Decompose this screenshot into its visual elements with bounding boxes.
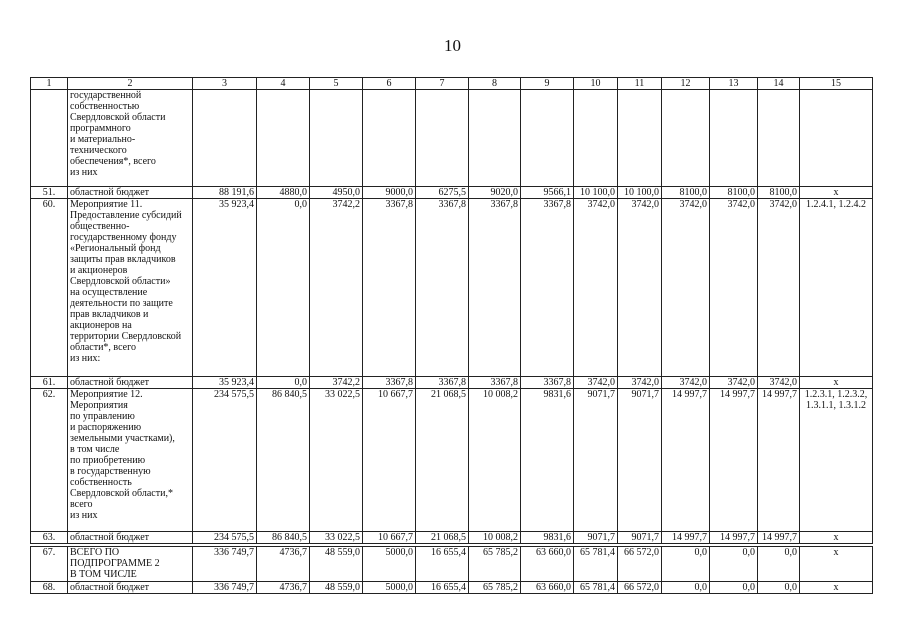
value-cell: 336 749,7 [193, 582, 257, 594]
value-cell: 65 781,4 [574, 582, 618, 594]
target-ref-cell: x [800, 582, 873, 594]
value-cell [469, 90, 521, 187]
column-number: 4 [257, 78, 310, 90]
value-cell [662, 90, 710, 187]
value-cell: 0,0 [662, 547, 710, 582]
table-row [31, 187, 873, 199]
value-cell: 10 008,2 [469, 389, 521, 532]
column-number-row [31, 78, 873, 90]
value-cell: 48 559,0 [310, 547, 363, 582]
value-cell: 8100,0 [662, 187, 710, 199]
value-cell: 8100,0 [710, 187, 758, 199]
column-number: 10 [574, 78, 618, 90]
value-cell: 3742,0 [710, 377, 758, 389]
value-cell: 3742,2 [310, 199, 363, 377]
item-name-cell: ВСЕГО ПО ПОДПРОГРАММЕ 2 В ТОМ ЧИСЛЕ [68, 547, 193, 582]
value-cell: 9071,7 [618, 532, 662, 544]
value-cell [758, 90, 800, 187]
value-cell: 9831,6 [521, 389, 574, 532]
value-cell: 234 575,5 [193, 532, 257, 544]
column-number: 13 [710, 78, 758, 90]
value-cell: 0,0 [710, 582, 758, 594]
value-cell: 4736,7 [257, 547, 310, 582]
target-ref-cell: x [800, 532, 873, 544]
value-cell: 3742,0 [758, 377, 800, 389]
value-cell: 66 572,0 [618, 547, 662, 582]
table-row [31, 582, 873, 594]
value-cell [257, 90, 310, 187]
row-number-cell: 68. [31, 582, 68, 594]
value-cell: 14 997,7 [758, 532, 800, 544]
value-cell [416, 90, 469, 187]
value-cell: 14 997,7 [710, 532, 758, 544]
value-cell: 0,0 [662, 582, 710, 594]
value-cell: 3742,2 [310, 377, 363, 389]
value-cell: 35 923,4 [193, 199, 257, 377]
value-cell: 5000,0 [363, 582, 416, 594]
value-cell: 6275,5 [416, 187, 469, 199]
value-cell: 9566,1 [521, 187, 574, 199]
value-cell: 9071,7 [574, 532, 618, 544]
value-cell: 4736,7 [257, 582, 310, 594]
value-cell: 14 997,7 [662, 532, 710, 544]
column-number: 6 [363, 78, 416, 90]
value-cell: 66 572,0 [618, 582, 662, 594]
column-number: 9 [521, 78, 574, 90]
value-cell: 0,0 [257, 377, 310, 389]
value-cell: 3367,8 [363, 199, 416, 377]
item-name-cell: областной бюджет [68, 532, 193, 544]
value-cell: 9000,0 [363, 187, 416, 199]
row-number-cell: 61. [31, 377, 68, 389]
column-number: 1 [31, 78, 68, 90]
item-name-cell: государственной собственностью Свердловской области программного и материально- технического обеспечения*, всего из них [68, 90, 193, 187]
value-cell [618, 90, 662, 187]
value-cell: 3367,8 [416, 199, 469, 377]
value-cell: 4950,0 [310, 187, 363, 199]
value-cell [521, 90, 574, 187]
table-row [31, 389, 873, 532]
value-cell: 3742,0 [662, 199, 710, 377]
row-number-cell: 51. [31, 187, 68, 199]
value-cell: 3742,0 [574, 199, 618, 377]
value-cell [710, 90, 758, 187]
value-cell: 14 997,7 [758, 389, 800, 532]
value-cell: 10 667,7 [363, 389, 416, 532]
value-cell: 9020,0 [469, 187, 521, 199]
item-name-cell: областной бюджет [68, 377, 193, 389]
target-ref-cell: 1.2.4.1, 1.2.4.2 [800, 199, 873, 377]
value-cell: 8100,0 [758, 187, 800, 199]
row-number-cell: 67. [31, 547, 68, 582]
value-cell: 4880,0 [257, 187, 310, 199]
value-cell: 3367,8 [521, 377, 574, 389]
value-cell: 16 655,4 [416, 547, 469, 582]
column-number: 11 [618, 78, 662, 90]
column-number: 3 [193, 78, 257, 90]
value-cell: 65 781,4 [574, 547, 618, 582]
value-cell: 65 785,2 [469, 547, 521, 582]
value-cell: 10 100,0 [574, 187, 618, 199]
target-ref-cell: x [800, 547, 873, 582]
target-ref-cell: x [800, 187, 873, 199]
value-cell: 3742,0 [662, 377, 710, 389]
value-cell: 3367,8 [363, 377, 416, 389]
column-number: 7 [416, 78, 469, 90]
table-row [31, 90, 873, 187]
value-cell: 9071,7 [618, 389, 662, 532]
value-cell: 14 997,7 [710, 389, 758, 532]
value-cell: 16 655,4 [416, 582, 469, 594]
item-name-cell: областной бюджет [68, 187, 193, 199]
column-number: 12 [662, 78, 710, 90]
value-cell [193, 90, 257, 187]
value-cell: 234 575,5 [193, 389, 257, 532]
value-cell: 86 840,5 [257, 389, 310, 532]
table-row [31, 199, 873, 377]
value-cell [363, 90, 416, 187]
budget-table [30, 77, 873, 594]
row-number-cell: 62. [31, 389, 68, 532]
value-cell: 63 660,0 [521, 547, 574, 582]
value-cell [574, 90, 618, 187]
item-name-cell: Мероприятие 12. Мероприятия по управлению и распоряжению земельными участками), в том числе по приобретению в государственную собственность Свердловской области,* всего из них [68, 389, 193, 532]
target-ref-cell: 1.2.3.1, 1.2.3.2, 1.3.1.1, 1.3.1.2 [800, 389, 873, 532]
value-cell: 3742,0 [618, 199, 662, 377]
value-cell: 63 660,0 [521, 582, 574, 594]
column-number: 8 [469, 78, 521, 90]
item-name-cell: Мероприятие 11. Предоставление субсидий общественно- государственному фонду «Региональный фонд защиты прав вкладчиков и акционеров Свердловской области» на осуществление деятельности по защите прав вкладчиков и акционеров на территории Свердловской области*, всего из них: [68, 199, 193, 377]
value-cell: 3367,8 [521, 199, 574, 377]
target-ref-cell: x [800, 377, 873, 389]
value-cell: 33 022,5 [310, 389, 363, 532]
value-cell: 0,0 [257, 199, 310, 377]
value-cell: 48 559,0 [310, 582, 363, 594]
value-cell: 0,0 [758, 547, 800, 582]
column-number: 14 [758, 78, 800, 90]
value-cell: 3367,8 [469, 377, 521, 389]
item-name-cell: областной бюджет [68, 582, 193, 594]
value-cell: 0,0 [710, 547, 758, 582]
value-cell: 3742,0 [758, 199, 800, 377]
value-cell: 88 191,6 [193, 187, 257, 199]
value-cell: 3367,8 [469, 199, 521, 377]
value-cell: 10 667,7 [363, 532, 416, 544]
column-number: 2 [68, 78, 193, 90]
value-cell: 21 068,5 [416, 532, 469, 544]
table-row [31, 377, 873, 389]
page-number: 10 [444, 36, 461, 55]
value-cell: 10 100,0 [618, 187, 662, 199]
value-cell: 9831,6 [521, 532, 574, 544]
row-number-cell [31, 90, 68, 187]
value-cell: 3742,0 [574, 377, 618, 389]
row-number-cell: 63. [31, 532, 68, 544]
value-cell: 86 840,5 [257, 532, 310, 544]
table-row [31, 532, 873, 544]
value-cell: 35 923,4 [193, 377, 257, 389]
value-cell: 3742,0 [710, 199, 758, 377]
value-cell: 10 008,2 [469, 532, 521, 544]
value-cell: 5000,0 [363, 547, 416, 582]
value-cell: 21 068,5 [416, 389, 469, 532]
value-cell: 3367,8 [416, 377, 469, 389]
row-number-cell: 60. [31, 199, 68, 377]
value-cell [310, 90, 363, 187]
column-number: 5 [310, 78, 363, 90]
column-number: 15 [800, 78, 873, 90]
value-cell: 14 997,7 [662, 389, 710, 532]
value-cell: 9071,7 [574, 389, 618, 532]
target-ref-cell [800, 90, 873, 187]
value-cell: 33 022,5 [310, 532, 363, 544]
value-cell: 3742,0 [618, 377, 662, 389]
value-cell: 336 749,7 [193, 547, 257, 582]
value-cell: 65 785,2 [469, 582, 521, 594]
table-row [31, 547, 873, 582]
value-cell: 0,0 [758, 582, 800, 594]
